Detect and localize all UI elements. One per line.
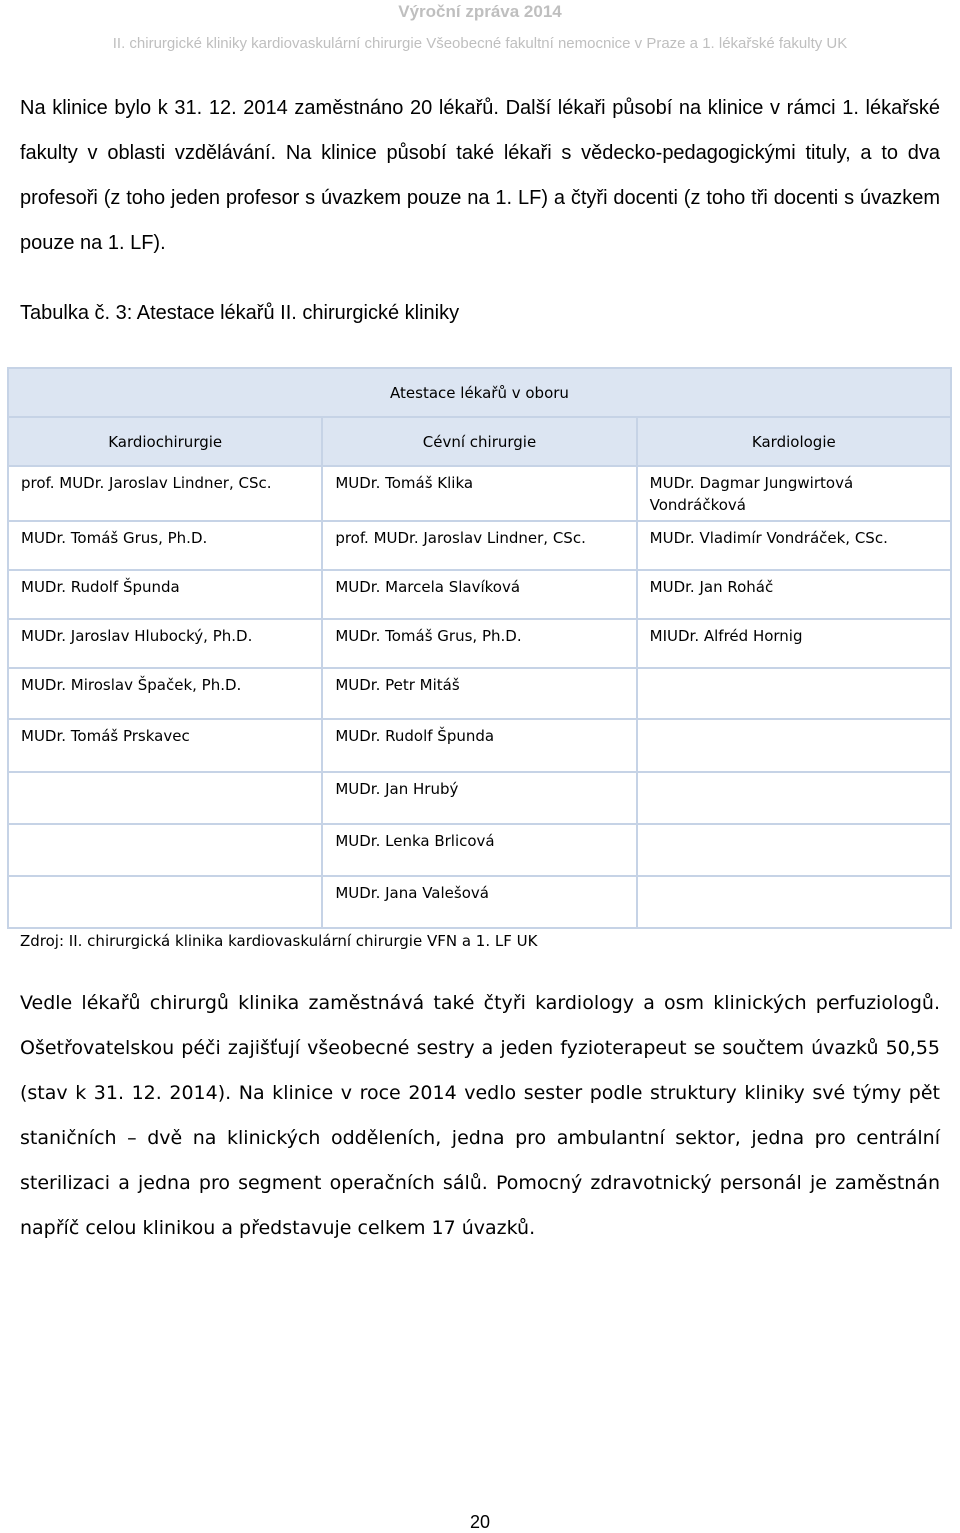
table-cell: MIUDr. Alfréd Hornig [637, 619, 951, 668]
report-title: Výroční zpráva 2014 [398, 2, 562, 21]
table-cell: MUDr. Tomáš Grus, Ph.D. [322, 619, 636, 668]
table-main-header-row [8, 368, 951, 417]
table-caption: Tabulka č. 3: Atestace lékařů II. chirurgické kliniky [20, 302, 460, 324]
column-header-kardiologie: Kardiologie [637, 417, 951, 466]
table-cell: MUDr. Tomáš Prskavec [8, 719, 322, 772]
table-row [8, 719, 951, 772]
table-cell [637, 772, 951, 824]
table-cell: MUDr. Jaroslav Hlubocký, Ph.D. [8, 619, 322, 668]
table-column-header-row [8, 417, 951, 466]
source-note: Zdroj: II. chirurgická klinika kardiovaskulární chirurgie VFN a 1. LF UK [20, 932, 538, 950]
attestation-table [7, 367, 952, 929]
table-cell: MUDr. Tomáš Grus, Ph.D. [8, 521, 322, 570]
table-cell [637, 876, 951, 928]
table-cell: MUDr. Tomáš Klika [322, 466, 636, 521]
table-cell [637, 719, 951, 772]
table-cell: MUDr. Marcela Slavíková [322, 570, 636, 619]
table-cell: MUDr. Lenka Brlicová [322, 824, 636, 876]
table-cell: MUDr. Jana Valešová [322, 876, 636, 928]
column-header-kardiochirurgie: Kardiochirurgie [8, 417, 322, 466]
table-cell: MUDr. Rudolf Špunda [322, 719, 636, 772]
table-cell: MUDr. Jan Roháč [637, 570, 951, 619]
report-subtitle: II. chirurgické kliniky kardiovaskulární chirurgie Všeobecné fakultní nemocnice v Praze a 1. lékařské fakulty UK [112, 35, 848, 52]
table-cell: prof. MUDr. Jaroslav Lindner, CSc. [8, 466, 322, 521]
table-cell [8, 876, 322, 928]
staff-paragraph: Vedle lékařů chirurgů klinika zaměstnává také čtyři kardiology a osm klinických perfuziologů. Ošetřovatelskou péči zajišťují všeobecné sestry a jeden fyzioterapeut se součtem úvazků 50,55 (stav k 31. 12. 2014). Na klinice v roce 2014 vedlo sester podle struktury kliniky své týmy pět staničních – dvě na klinických odděleních, jedna pro ambulantní sektor, jedna pro centrální sterilizaci a jedna pro segment operačních sálů. Pomocný zdravotnický personál je zaměstnán napříč celou klinikou a představuje celkem 17 úvazků. [20, 992, 940, 1239]
table-row [8, 619, 951, 668]
table-cell: MUDr. Vladimír Vondráček, CSc. [637, 521, 951, 570]
table-cell: MUDr. Petr Mitáš [322, 668, 636, 719]
page-number: 20 [469, 1512, 491, 1532]
column-header-cevni-chirurgie: Cévní chirurgie [322, 417, 636, 466]
table-cell [637, 824, 951, 876]
table-cell: MUDr. Miroslav Špaček, Ph.D. [8, 668, 322, 719]
table-main-header: Atestace lékařů v oboru [8, 368, 951, 417]
table-row [8, 772, 951, 824]
table-row [8, 521, 951, 570]
table-row [8, 570, 951, 619]
table-cell: MUDr. Dagmar Jungwirtová Vondráčková [637, 466, 951, 521]
table-row [8, 466, 951, 521]
table-row [8, 668, 951, 719]
intro-paragraph: Na klinice bylo k 31. 12. 2014 zaměstnáno 20 lékařů. Další lékaři působí na klinice v rámci 1. lékařské fakulty v oblasti vzdělávání. Na klinice působí také lékaři s vědecko-pedagogickými tituly, a to dva profesoři (z toho jeden profesor s úvazkem pouze na 1. LF) a čtyři docenti (z toho tři docenti s úvazkem pouze na 1. LF). [20, 97, 940, 254]
table-cell [8, 824, 322, 876]
table-cell: prof. MUDr. Jaroslav Lindner, CSc. [322, 521, 636, 570]
table-row [8, 824, 951, 876]
table-row [8, 876, 951, 928]
table-cell [637, 668, 951, 719]
table-cell: MUDr. Rudolf Špunda [8, 570, 322, 619]
table-cell: MUDr. Jan Hrubý [322, 772, 636, 824]
table-cell [8, 772, 322, 824]
